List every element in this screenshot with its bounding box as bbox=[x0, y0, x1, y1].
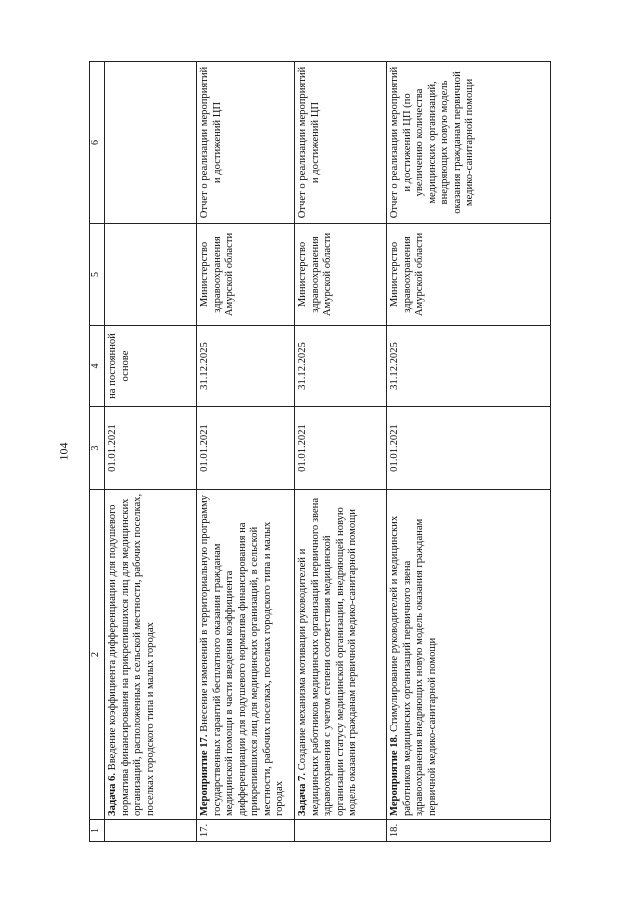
start-date: 01.01.2021 bbox=[197, 407, 295, 490]
table-row-task-6 bbox=[105, 62, 197, 842]
result: Отчет о реализации мероприятий и достижений ЦП (по увеличению количества медицинских организаций, внедряющих новую модель оказания гражданам первичной медико-санитарной помощи bbox=[387, 62, 551, 224]
end-date: на постоянной основе bbox=[105, 326, 197, 407]
row-description bbox=[197, 490, 295, 820]
table-row-measure-17 bbox=[197, 62, 295, 842]
executor: Министерство здравоохранения Амурской области bbox=[387, 224, 551, 326]
column-number: 3 bbox=[90, 407, 105, 490]
result: Отчет о реализации мероприятий и достижений ЦП bbox=[295, 62, 387, 224]
executor: Министерство здравоохранения Амурской области bbox=[197, 224, 295, 326]
row-number bbox=[295, 820, 387, 842]
row-description bbox=[295, 490, 387, 820]
page-number: 104 bbox=[56, 442, 71, 461]
row-number: 17. bbox=[197, 820, 295, 842]
start-date: 01.01.2021 bbox=[295, 407, 387, 490]
rotated-table-container bbox=[89, 62, 551, 842]
end-date: 31.12.2025 bbox=[387, 326, 551, 407]
row-title: Задача 6. bbox=[107, 773, 118, 816]
column-number: 4 bbox=[90, 326, 105, 407]
row-text: Введение коэффициента дифференциации для подушевого норматива финансирования на прикрепившихся лиц для медицинских организаций, расположенных в сельской местности, рабочих поселках, поселках городского типа и малых городах bbox=[107, 493, 156, 816]
column-number: 1 bbox=[90, 820, 105, 842]
row-description bbox=[105, 490, 197, 820]
column-number: 5 bbox=[90, 224, 105, 326]
table-row-measure-18 bbox=[387, 62, 551, 842]
end-date: 31.12.2025 bbox=[295, 326, 387, 407]
column-number: 6 bbox=[90, 62, 105, 224]
plan-table bbox=[89, 61, 551, 842]
row-title: Мероприятие 17. bbox=[199, 734, 210, 816]
result bbox=[105, 62, 197, 224]
row-number bbox=[105, 820, 197, 842]
executor bbox=[105, 224, 197, 326]
executor: Министерство здравоохранения Амурской области bbox=[295, 224, 387, 326]
row-title: Задача 7. bbox=[297, 773, 308, 816]
header-row bbox=[90, 62, 105, 842]
table-row-task-7 bbox=[295, 62, 387, 842]
end-date: 31.12.2025 bbox=[197, 326, 295, 407]
row-title: Мероприятие 18. bbox=[389, 734, 400, 816]
start-date: 01.01.2021 bbox=[387, 407, 551, 490]
column-number: 2 bbox=[90, 490, 105, 820]
row-description bbox=[387, 490, 551, 820]
row-text: Стимулирование руководителей и медицинских работников медицинских организаций первичного звена здравоохранения внедряющих новую модель оказания гражданам первичной медико-санитарной помощи bbox=[389, 515, 438, 816]
row-text: Внесение изменений в территориальную программу государственных гарантий бесплатного оказания гражданам медицинской помощи в части введения коэффициента дифференциации для подушевого норматива финансирования на прикрепившихся лиц для медицинских организаций, в сельской местности, рабочих поселках, поселках городского типа и малых городах bbox=[199, 495, 285, 816]
start-date: 01.01.2021 bbox=[105, 407, 197, 490]
row-text: Создание механизма мотивации руководителей и медицинских работников медицинских организаций первичного звена здравоохранения с учетом степени соответствия медицинской организации статусу медицинской организации, внедряющей новую модель оказания гражданам первичной медико-санитарной помощи bbox=[297, 497, 358, 816]
row-number: 18. bbox=[387, 820, 551, 842]
result: Отчет о реализации мероприятий и достижений ЦП bbox=[197, 62, 295, 224]
